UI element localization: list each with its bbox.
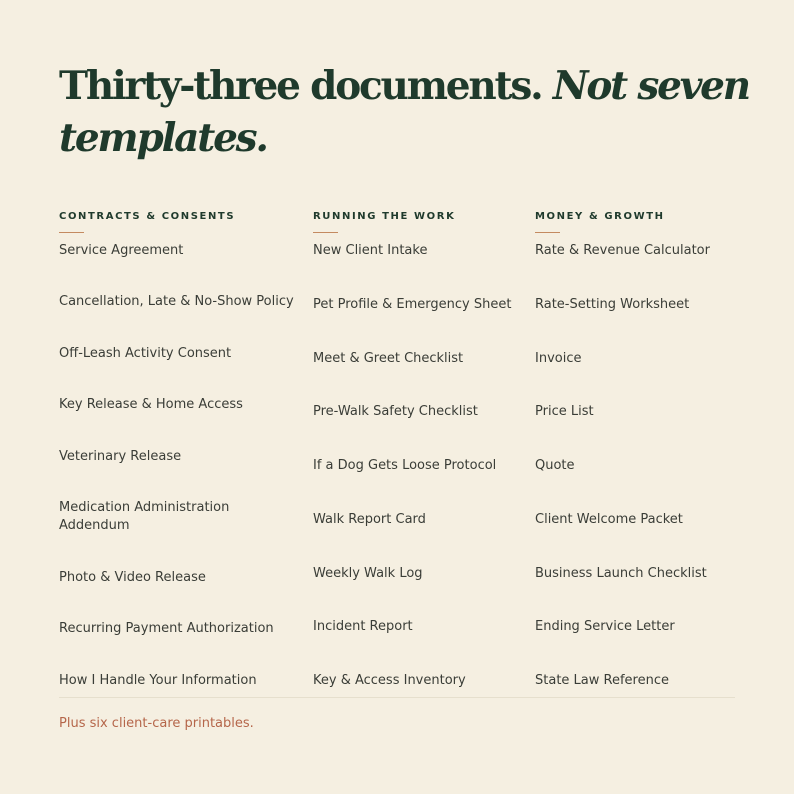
list-item: Incident Report <box>313 619 413 634</box>
column-contracts-consents <box>59 210 299 688</box>
list-item: Weekly Walk Log <box>313 566 423 581</box>
footnote: Plus six client-care printables. <box>59 716 254 731</box>
heading-underline <box>59 232 84 233</box>
list-item: Pet Profile & Emergency Sheet <box>313 297 512 312</box>
column-money-growth <box>535 210 745 688</box>
column-heading: MONEY & GROWTH <box>535 211 665 222</box>
list-item: Recurring Payment Authorization <box>59 621 274 636</box>
section-divider <box>59 697 735 698</box>
list-item: Client Welcome Packet <box>535 512 683 527</box>
list-item: Service Agreement <box>59 243 184 258</box>
list-item: Off-Leash Activity Consent <box>59 346 232 361</box>
list-item: State Law Reference <box>535 673 669 688</box>
heading-underline <box>535 232 560 233</box>
list-item: New Client Intake <box>313 243 428 258</box>
column-running-the-work <box>313 210 523 688</box>
list-item: Pre-Walk Safety Checklist <box>313 404 478 419</box>
list-item: Photo & Video Release <box>59 570 206 585</box>
list-item: Veterinary Release <box>59 449 182 464</box>
list-item: Rate & Revenue Calculator <box>535 243 710 258</box>
page-headline <box>59 60 759 164</box>
list-item: Cancellation, Late & No-Show Policy <box>59 294 294 309</box>
list-item: Key & Access Inventory <box>313 673 466 688</box>
list-item: Meet & Greet Checklist <box>313 351 464 366</box>
column-heading: RUNNING THE WORK <box>313 211 456 222</box>
list-item: Price List <box>535 404 594 419</box>
list-item: Quote <box>535 458 575 473</box>
list-item: Business Launch Checklist <box>535 566 707 581</box>
headline-main: Thirty-three documents. <box>59 63 542 109</box>
headline-emphasis: Not seven templates. <box>59 63 749 161</box>
list-item: Rate-Setting Worksheet <box>535 297 690 312</box>
list-item: If a Dog Gets Loose Protocol <box>313 458 497 473</box>
list-item: Invoice <box>535 351 582 366</box>
list-item: Key Release & Home Access <box>59 397 243 412</box>
list-item: Medication Administration Addendum <box>59 500 230 533</box>
list-item: How I Handle Your Information <box>59 673 257 688</box>
list-item: Walk Report Card <box>313 512 426 527</box>
column-heading: CONTRACTS & CONSENTS <box>59 211 236 222</box>
list-item: Ending Service Letter <box>535 619 675 634</box>
heading-underline <box>313 232 338 233</box>
